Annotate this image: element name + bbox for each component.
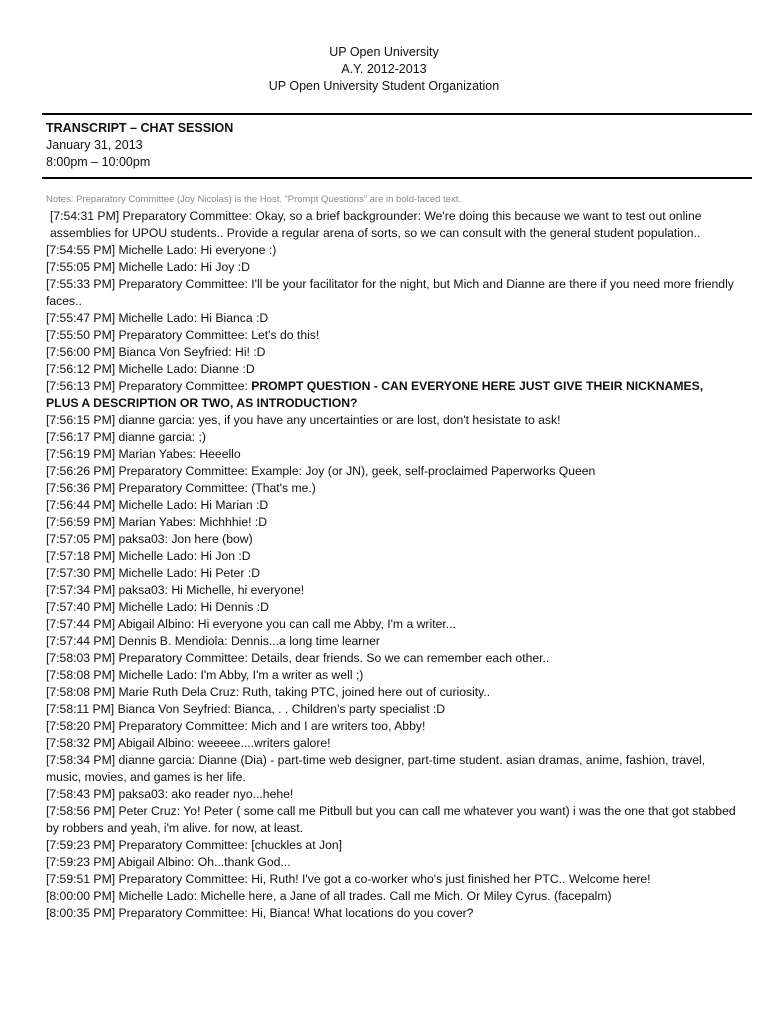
chat-message: [7:57:05 PM] paksa03: Jon here (bow) [46,532,253,546]
chat-message: [8:00:00 PM] Michelle Lado: Michelle here, a Jane of all trades. Call me Mich. Or Miley Cyrus. (facepalm) [46,889,612,903]
chat-message: [7:55:47 PM] Michelle Lado: Hi Bianca :D [46,311,269,325]
chat-message: [7:58:43 PM] paksa03: ako reader nyo...hehe! [46,787,294,801]
chat-message: [7:56:26 PM] Preparatory Committee: Example: Joy (or JN), geek, self-proclaimed Paperworks Queen [46,464,596,478]
prompt-question: PROMPT QUESTION - CAN EVERYONE HERE JUST GIVE THEIR NICKNAMES, PLUS A DESCRIPTION OR TWO, AS INTRODUCTION? [46,379,704,410]
chat-message: [7:57:40 PM] Michelle Lado: Hi Dennis :D [46,600,269,614]
header-organization: UP Open University Student Organization [268,79,500,93]
chat-message: [7:57:34 PM] paksa03: Hi Michelle, hi everyone! [46,583,305,597]
chat-message: [7:56:59 PM] Marian Yabes: Michhhie! :D [46,515,268,529]
chat-message: [7:58:03 PM] Preparatory Committee: Details, dear friends. So we can remember each other.. [46,651,550,665]
chat-message: [7:55:50 PM] Preparatory Committee: Let's do this! [46,328,320,342]
chat-message: [7:59:51 PM] Preparatory Committee: Hi, Ruth! I've got a co-worker who's just finished her PTC.. Welcome here! [46,872,651,886]
chat-message: [7:56:44 PM] Michelle Lado: Hi Marian :D [46,498,269,512]
chat-message: [7:56:17 PM] dianne garcia: ;) [46,430,206,444]
chat-message-prompt [46,378,736,412]
chat-message: [7:58:08 PM] Michelle Lado: I'm Abby, I'm a writer as well ;) [46,668,364,682]
chat-message: [7:54:55 PM] Michelle Lado: Hi everyone :) [46,243,277,257]
chat-message: [8:00:35 PM] Preparatory Committee: Hi, Bianca! What locations do you cover? [46,906,474,920]
chat-message: [7:59:23 PM] Preparatory Committee: [chuckles at Jon] [46,838,343,852]
chat-message: [7:59:23 PM] Abigail Albino: Oh...thank God... [46,855,291,869]
chat-message: [7:55:33 PM] Preparatory Committee: I'll be your facilitator for the night, but Mich and Dianne are there if you need more friendly faces.. [46,277,734,308]
chat-message: [7:58:56 PM] Peter Cruz: Yo! Peter ( some call me Pitbull but you can call me whatever you want) i was the one that got stabbed by robbers and yeah, i'm alive. for now, at least. [46,804,736,835]
divider-top [42,113,752,115]
chat-message: [7:56:00 PM] Bianca Von Seyfried: Hi! :D [46,345,266,359]
chat-message: [7:56:15 PM] dianne garcia: yes, if you have any uncertainties or are lost, don't hesistate to ask! [46,413,561,427]
session-info [46,120,233,171]
chat-message: [7:56:12 PM] Michelle Lado: Dianne :D [46,362,255,376]
chat-message: [7:57:44 PM] Abigail Albino: Hi everyone you can call me Abby, I'm a writer... [46,617,456,631]
divider-bottom [42,177,752,179]
chat-transcript [46,208,736,922]
chat-message: [7:58:08 PM] Marie Ruth Dela Cruz: Ruth, taking PTC, joined here out of curiosity.. [46,685,491,699]
header-university: UP Open University [329,45,439,59]
chat-message: [7:55:05 PM] Michelle Lado: Hi Joy :D [46,260,250,274]
session-time: 8:00pm – 10:00pm [46,155,151,169]
chat-message: [7:58:11 PM] Bianca Von Seyfried: Bianca, . . Children's party specialist :D [46,702,446,716]
header-academic-year: A.Y. 2012-2013 [341,62,427,76]
document-header [0,44,768,95]
chat-message: [7:58:34 PM] dianne garcia: Dianne (Dia) - part-time web designer, part-time student. asian dramas, anime, fashion, travel, music, movies, and games is her life. [46,753,706,784]
session-title: TRANSCRIPT – CHAT SESSION [46,121,234,135]
chat-message: [7:57:44 PM] Dennis B. Mendiola: Dennis...a long time learner [46,634,380,648]
chat-message: [7:58:32 PM] Abigail Albino: weeeee....writers galore! [46,736,331,750]
notes-line: Notes: Preparatory Committee (Joy Nicolas) is the Host. “Prompt Questions” are in bold-faced text. [46,194,461,205]
chat-message: [7:54:31 PM] Preparatory Committee: Okay, so a brief backgrounder: We're doing this because we want to test out online assemblies for UPOU students.. Provide a regular arena of sorts, so we can consult with the general student population.. [50,209,702,240]
session-date: January 31, 2013 [46,138,143,152]
chat-message: [7:56:19 PM] Marian Yabes: Heeello [46,447,241,461]
chat-message: [7:56:36 PM] Preparatory Committee: (That's me.) [46,481,316,495]
chat-message: [7:57:30 PM] Michelle Lado: Hi Peter :D [46,566,261,580]
message-prefix: [7:56:13 PM] Preparatory Committee: [46,379,252,393]
chat-message: [7:58:20 PM] Preparatory Committee: Mich and I are writers too, Abby! [46,719,426,733]
chat-message: [7:57:18 PM] Michelle Lado: Hi Jon :D [46,549,251,563]
